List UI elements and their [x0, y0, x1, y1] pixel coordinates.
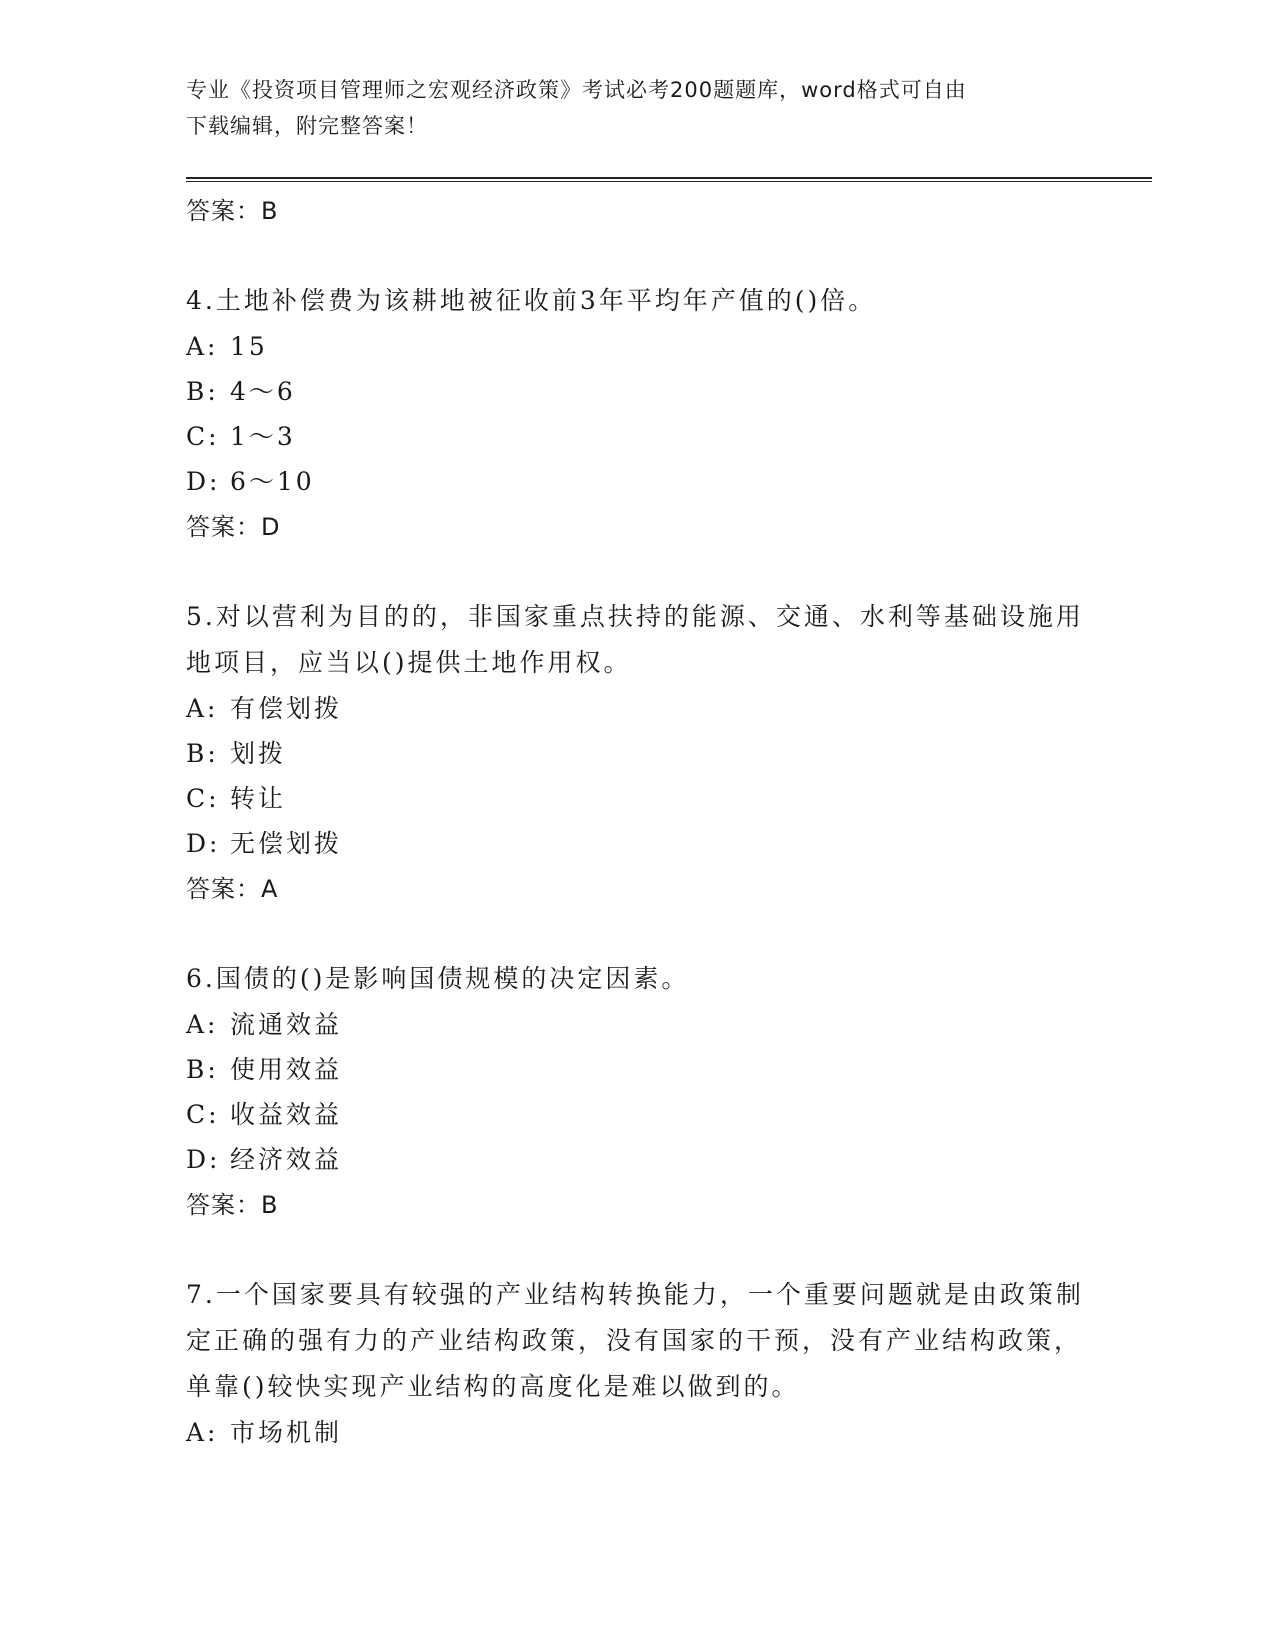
option-key: A:	[186, 1418, 219, 1447]
option-b	[186, 1047, 1086, 1092]
answer-line: 答案：B	[186, 197, 279, 225]
option-c	[186, 776, 1086, 821]
option-key: C:	[186, 422, 220, 451]
option-c	[186, 414, 1086, 459]
option-key: A:	[186, 694, 219, 723]
option-a	[186, 324, 1086, 369]
option-key: A:	[186, 1010, 219, 1039]
option-a	[186, 1410, 1086, 1455]
question-text: 7.一个国家要具有较强的产业结构转换能力，一个重要问题就是由政策制定正确的强有力的产业结构政策，没有国家的干预，没有产业结构政策，单靠()较快实现产业结构的高度化是难以做到的。	[186, 1280, 1084, 1401]
question-block	[186, 1272, 1086, 1455]
question-text: 5.对以营利为目的的，非国家重点扶持的能源、交通、水利等基础设施用地项目，应当以()提供土地作用权。	[186, 602, 1084, 677]
spacer	[186, 234, 1086, 278]
option-key: D:	[186, 467, 221, 496]
header-line-1: 专业《投资项目管理师之宏观经济政策》考试必考200题题库，word格式可自由	[186, 78, 967, 102]
question-list	[186, 188, 1086, 1455]
option-text: 1～3	[230, 422, 296, 451]
option-text: 收益效益	[230, 1100, 343, 1129]
option-key: B:	[186, 1055, 219, 1084]
option-d	[186, 1137, 1086, 1182]
option-b	[186, 731, 1086, 776]
option-d	[186, 821, 1086, 866]
option-text: 经济效益	[230, 1145, 343, 1174]
document-page	[186, 0, 1152, 1650]
option-a	[186, 686, 1086, 731]
option-key: A:	[186, 332, 219, 361]
option-d	[186, 459, 1086, 504]
answer-line: 答案：D	[186, 513, 281, 541]
option-text: 4～6	[230, 377, 296, 406]
option-key: C:	[186, 784, 220, 813]
spacer	[186, 912, 1086, 956]
question-block	[186, 594, 1086, 912]
option-c	[186, 1092, 1086, 1137]
option-text: 有偿划拨	[230, 694, 343, 723]
option-b	[186, 369, 1086, 414]
option-key: D:	[186, 829, 221, 858]
header-line-2: 下载编辑，附完整答案！	[186, 114, 428, 138]
document-header	[186, 72, 1086, 144]
option-text: 转让	[230, 784, 287, 813]
question-block	[186, 278, 1086, 550]
question-block	[186, 956, 1086, 1228]
answer-line: 答案：B	[186, 1191, 279, 1219]
spacer	[186, 1228, 1086, 1272]
option-text: 无偿划拨	[230, 829, 343, 858]
answer-line: 答案：A	[186, 875, 279, 903]
question-text: 6.国债的()是影响国债规模的决定因素。	[186, 964, 690, 993]
question-text: 4.土地补偿费为该耕地被征收前3年平均年产值的()倍。	[186, 286, 877, 315]
option-key: B:	[186, 739, 219, 768]
option-key: B:	[186, 377, 219, 406]
option-text: 使用效益	[230, 1055, 343, 1084]
option-text: 15	[230, 332, 268, 361]
spacer	[186, 550, 1086, 594]
option-a	[186, 1002, 1086, 1047]
option-text: 市场机制	[230, 1418, 343, 1447]
option-text: 划拨	[230, 739, 287, 768]
option-key: D:	[186, 1145, 221, 1174]
option-text: 6～10	[230, 467, 315, 496]
option-text: 流通效益	[230, 1010, 343, 1039]
option-key: C:	[186, 1100, 220, 1129]
header-divider	[186, 177, 1152, 182]
